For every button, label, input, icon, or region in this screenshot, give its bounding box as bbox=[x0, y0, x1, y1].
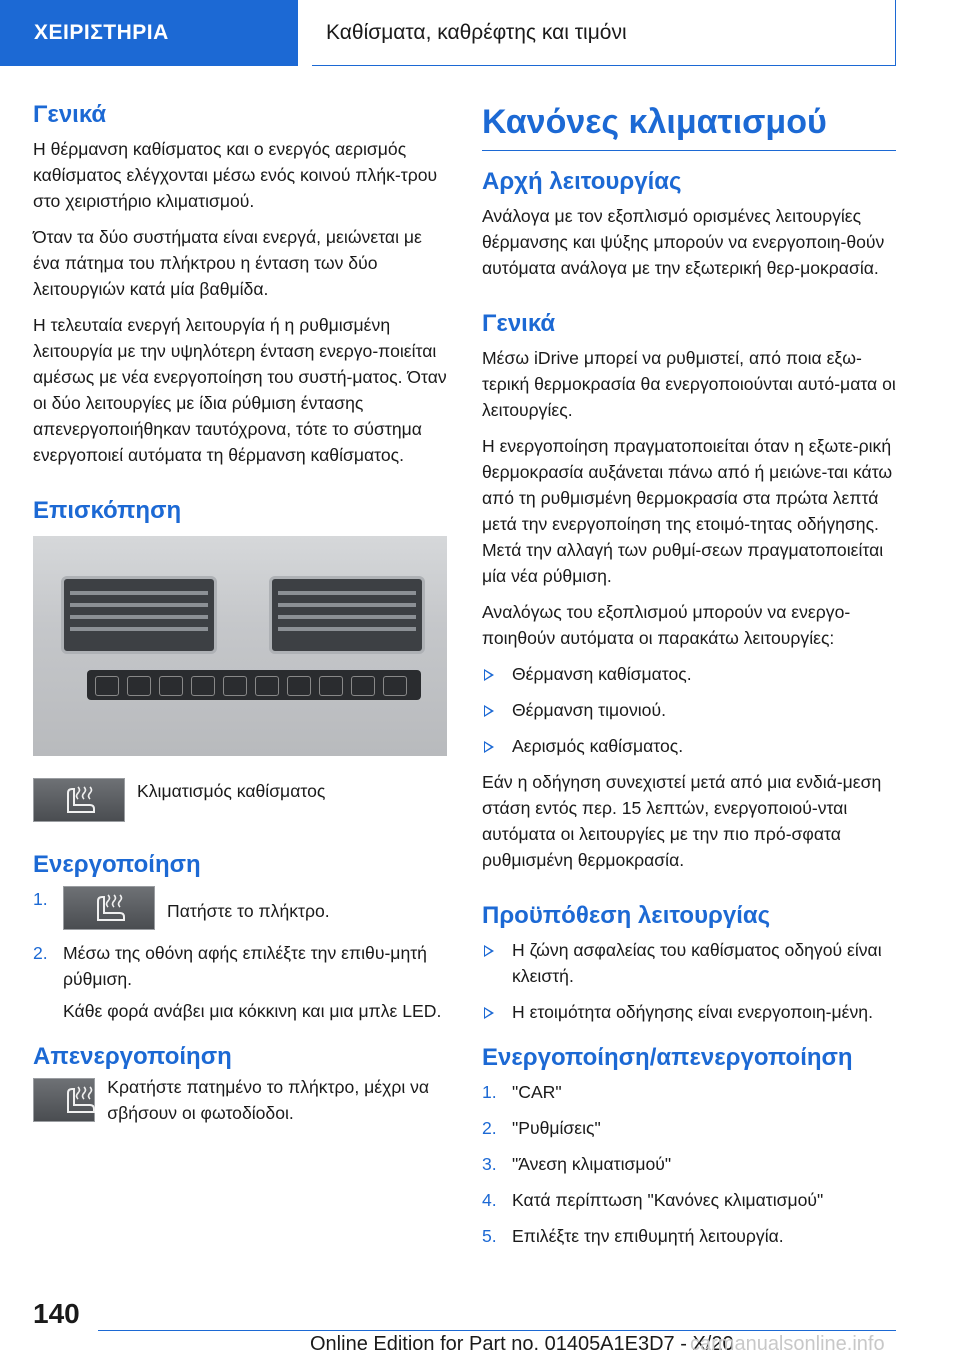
bullet-triangle-icon bbox=[484, 741, 494, 753]
list-item: 2. Μέσω της οθόνη αφής επιλέξτε την επιθυ-μητή ρύθμιση. Κάθε φορά ανάβει μια κόκκινη και μια μπλε LED. bbox=[33, 940, 451, 1024]
paragraph: Η ενεργοποίηση πραγματοποιείται όταν η εξωτε-ρική θερμοκρασία αυξάνεται πάνω από ή μειώνε-ται κάτω από τη ρυθμισμένη θερμοκρασία στα πρώτα λεπτά μετά την ενεργοποίηση της ετοιμό-τητας οδήγησης. Μετά την αλλαγή των ρυθμί-σεων πραγματοποιείται μία νέα ρύθμιση. bbox=[482, 436, 893, 586]
icon-caption-row bbox=[33, 778, 451, 822]
paragraph: Μέσω iDrive μπορεί να ρυθμιστεί, από ποια εξω-τερική θερμοκρασία θα ενεργοποιούνται αυτό-ματα οι λειτουργίες. bbox=[482, 348, 896, 420]
step-note: Κάθε φορά ανάβει μια κόκκινη και μια μπλε LED. bbox=[63, 1001, 442, 1021]
watermark: carmanualsonline.info bbox=[690, 1333, 885, 1355]
icon-caption: Κλιματισμός καθίσματος bbox=[137, 781, 326, 801]
list-item: Αερισμός καθίσματος. bbox=[482, 733, 896, 759]
heading-deactivation: Απενεργοποίηση bbox=[33, 1043, 232, 1070]
paragraph: Η θέρμανση καθίσματος και ο ενεργός αερισμός καθίσματος ελέγχονται μέσω ενός κοινού πλήκ-τρου στο χειριστήριο κλιματισμού. bbox=[33, 139, 438, 211]
air-vent-left bbox=[61, 576, 217, 654]
functions-list bbox=[482, 661, 896, 759]
list-item: Η ζώνη ασφαλείας του καθίσματος οδηγού είναι κλειστή. bbox=[482, 937, 896, 989]
heading-prerequisite: Προϋπόθεση λειτουργίας bbox=[482, 902, 771, 929]
heading-overview: Επισκόπηση bbox=[33, 497, 182, 524]
list-item: 2. "Ρυθμίσεις" bbox=[482, 1118, 601, 1138]
page-number: 140 bbox=[33, 1298, 80, 1329]
climate-control-photo bbox=[33, 536, 447, 756]
bullet-triangle-icon bbox=[484, 669, 494, 681]
list-item: Θέρμανση τιμονιού. bbox=[482, 697, 896, 723]
heading-general: Γενικά bbox=[33, 101, 107, 128]
climate-button-panel bbox=[87, 670, 421, 700]
list-item: 5. Επιλέξτε την επιθυμητή λειτουργία. bbox=[482, 1226, 784, 1246]
on-off-steps bbox=[482, 1079, 896, 1249]
heading-climate-rules: Κανόνες κλιματισμού bbox=[482, 100, 896, 151]
bullet-triangle-icon bbox=[484, 945, 494, 957]
footer-divider bbox=[98, 1330, 896, 1331]
list-item: Θέρμανση καθίσματος. bbox=[482, 661, 896, 687]
paragraph: Αναλόγως του εξοπλισμού μπορούν να ενεργο-ποιηθούν αυτόματα οι παρακάτω λειτουργίες: bbox=[482, 602, 851, 648]
edition-text: Online Edition for Part no. 01405A1E3D7 - X/20 bbox=[310, 1333, 734, 1355]
seat-climate-icon bbox=[63, 886, 155, 930]
section-tab: ΧΕΙΡΙΣΤΗΡΙΑ bbox=[0, 0, 298, 66]
activation-steps bbox=[33, 886, 451, 1024]
left-column bbox=[33, 100, 451, 1136]
heading-on-off: Ενεργοποίηση/απενεργοποίηση bbox=[482, 1044, 853, 1071]
chapter-title: Καθίσματα, καθρέφτης και τιμόνι bbox=[312, 0, 896, 66]
bullet-triangle-icon bbox=[484, 1007, 494, 1019]
seat-climate-icon bbox=[33, 1078, 95, 1122]
air-vent-right bbox=[269, 576, 425, 654]
heading-activation: Ενεργοποίηση bbox=[33, 851, 201, 878]
deactivation-text: Κρατήστε πατημένο το πλήκτρο, μέχρι να σβήσουν οι φωτοδίοδοι. bbox=[107, 1077, 430, 1123]
list-item: 1. "CAR" bbox=[482, 1082, 562, 1102]
list-item: 4. Κατά περίπτωση "Κανόνες κλιματισμού" bbox=[482, 1190, 824, 1210]
paragraph: Ανάλογα με τον εξοπλισμό ορισμένες λειτουργίες θέρμανσης και ψύξης μπορούν να ενεργοποιη-θούν αυτόματα ανάλογα με την εξωτερική θερ-μοκρασία. bbox=[482, 206, 885, 278]
page-header bbox=[0, 0, 960, 66]
list-item: 1. Πατήστε το πλήκτρο. bbox=[33, 886, 451, 930]
heading-principle: Αρχή λειτουργίας bbox=[482, 168, 682, 195]
paragraph: Εάν η οδήγηση συνεχιστεί μετά από μια ενδιά-μεση στάση εντός περ. 15 λεπτών, ενεργοποιού-νται αυτόματα οι λειτουργίες με την πιο πρό-σφατα ρυθμισμένη θερμοκρασία. bbox=[482, 772, 882, 870]
prerequisites-list bbox=[482, 937, 896, 1025]
list-item: 3. "Άνεση κλιματισμού" bbox=[482, 1154, 672, 1174]
right-column bbox=[482, 100, 896, 1259]
bullet-triangle-icon bbox=[484, 705, 494, 717]
paragraph: Όταν τα δύο συστήματα είναι ενεργά, μειώνεται με ένα πάτημα του πλήκτρου η ένταση των δύο λειτουργιών κατά μία βαθμίδα. bbox=[33, 227, 422, 299]
paragraph: Η τελευταία ενεργή λειτουργία ή η ρυθμισμένη λειτουργία με την υψηλότερη ένταση ενεργο-ποιείται αμέσως με νέα ενεργοποίηση του συστή-ματος. Όταν οι δύο λειτουργίες με ίδια ρύθμιση έντασης απενεργοποιήθηκαν ταυτόχρονα, τότε το σύστημα ενεργοποιεί αυτόματα τη θέρμανση καθίσματος. bbox=[33, 315, 447, 465]
list-item: Η ετοιμότητα οδήγησης είναι ενεργοποιη-μένη. bbox=[482, 999, 896, 1025]
heading-general: Γενικά bbox=[482, 310, 556, 337]
deactivation-row bbox=[33, 1078, 451, 1126]
seat-climate-icon bbox=[33, 778, 125, 822]
